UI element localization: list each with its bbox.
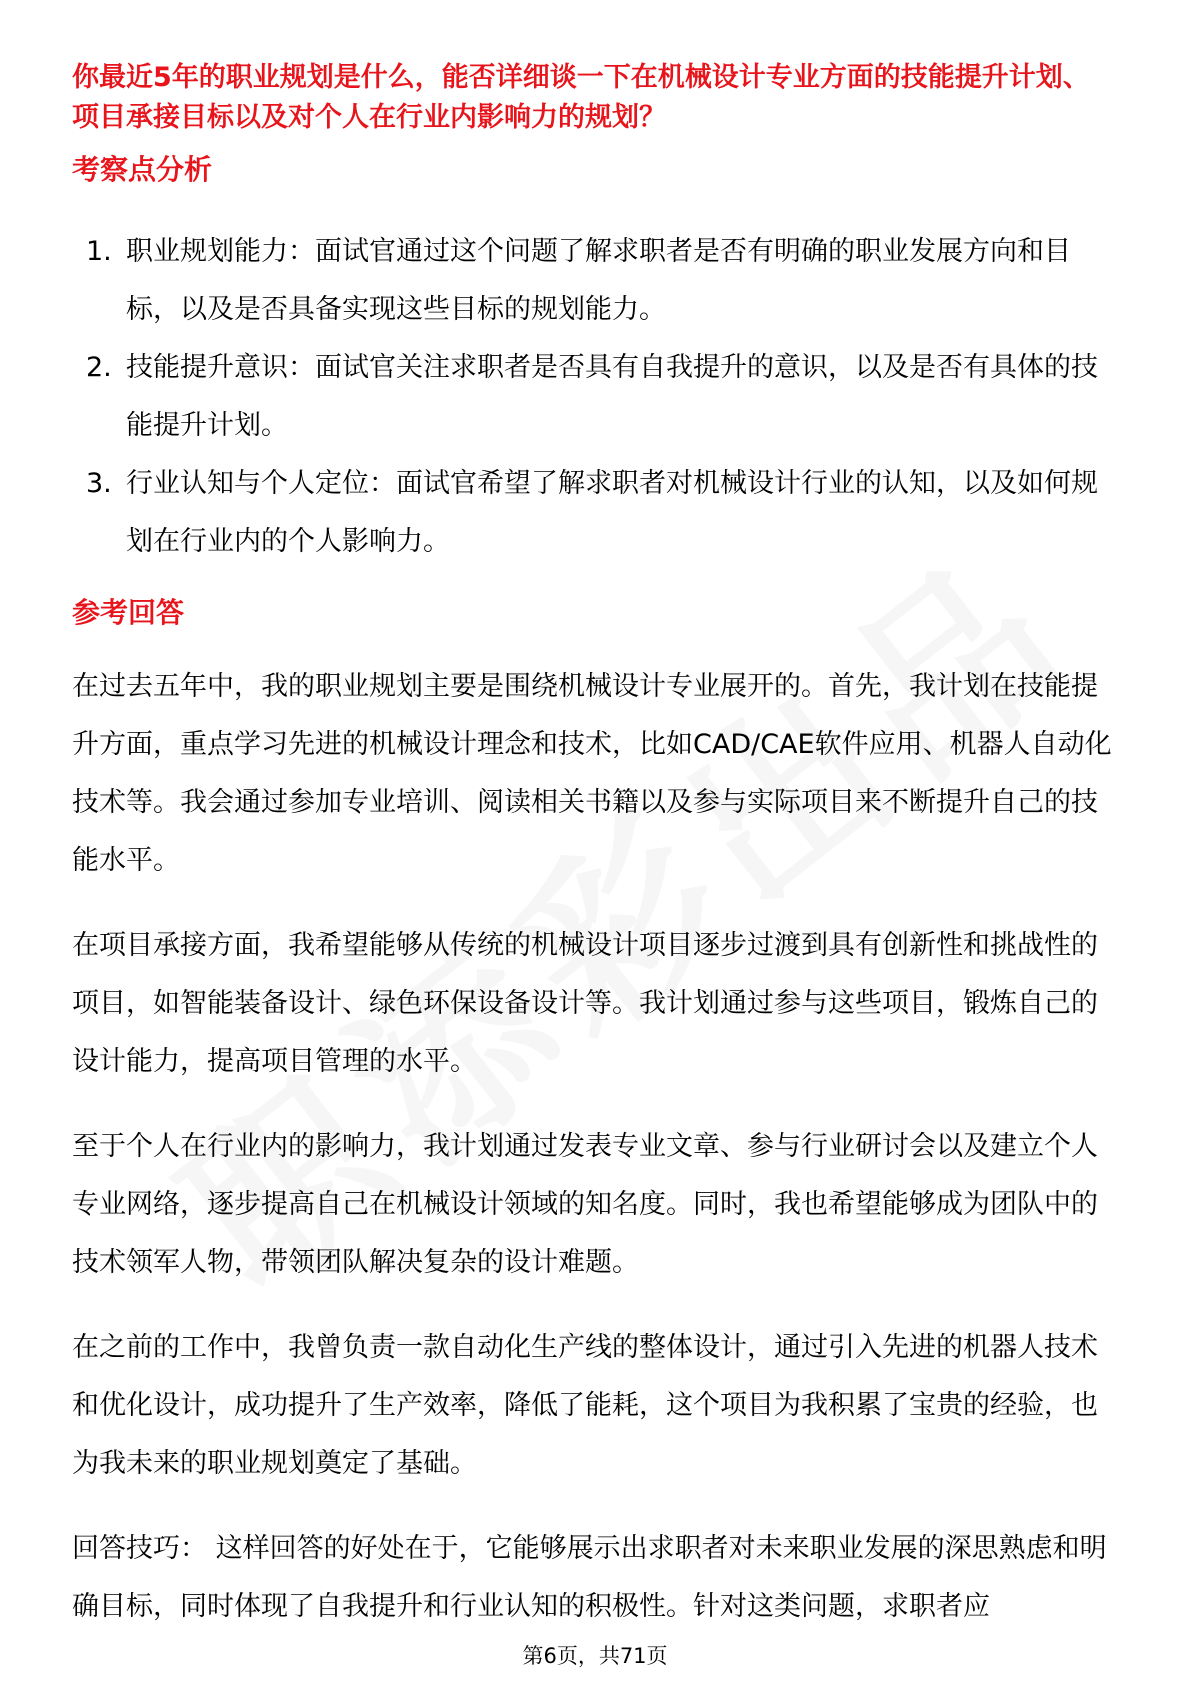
question-title: 你最近5年的职业规划是什么，能否详细谈一下在机械设计专业方面的技能提升计划、项目承接目标以及对个人在行业内影响力的规划？ [72,62,1090,133]
answer-paragraph: 在过去五年中，我的职业规划主要是围绕机械设计专业展开的。首先，我计划在技能提升方面，重点学习先进的机械设计理念和技术，比如CAD/CAE软件应用、机器人自动化技术等。我会通过参加专业培训、阅读相关书籍以及参与实际项目来不断提升自己的技能水平。 [72,671,1112,876]
answer-paragraph: 在项目承接方面，我希望能够从传统的机械设计项目逐步过渡到具有创新性和挑战性的项目，如智能装备设计、绿色环保设备设计等。我计划通过参与这些项目，锻炼自己的设计能力，提高项目管理的水平。 [72,930,1098,1077]
answer-tips-paragraph: 回答技巧： 这样回答的好处在于，它能够展示出求职者对未来职业发展的深思熟虑和明确目标，同时体现了自我提升和行业认知的积极性。针对这类问题，求职者应 [72,1533,1107,1622]
analysis-item-text: 职业规划能力：面试官通过这个问题了解求职者是否有明确的职业发展方向和目标，以及是否具备实现这些目标的规划能力。 [126,236,1071,325]
analysis-item-text: 行业认知与个人定位：面试官希望了解求职者对机械设计行业的认知，以及如何规划在行业内的个人影响力。 [126,468,1098,557]
answer-paragraph: 至于个人在行业内的影响力，我计划通过发表专业文章、参与行业研讨会以及建立个人专业网络，逐步提高自己在机械设计领域的知名度。同时，我也希望能够成为团队中的技术领军人物，带领团队解决复杂的设计难题。 [72,1131,1098,1278]
analysis-item [72,455,1112,571]
analysis-item-number: 1. [86,236,112,267]
analysis-item-number: 2. [86,352,112,383]
analysis-list [72,223,1112,571]
analysis-item [72,223,1112,339]
answer-paragraph: 在之前的工作中，我曾负责一款自动化生产线的整体设计，通过引入先进的机器人技术和优化设计，成功提升了生产效率，降低了能耗，这个项目为我积累了宝贵的经验，也为我未来的职业规划奠定了基础。 [72,1332,1098,1479]
analysis-item-text: 技能提升意识：面试官关注求职者是否具有自我提升的意识，以及是否有具体的技能提升计划。 [126,352,1098,441]
analysis-heading: 考察点分析 [72,153,213,186]
answer-heading: 参考回答 [72,596,185,629]
analysis-item [72,339,1112,455]
page-number: 第6页，共71页 [522,1644,668,1668]
analysis-item-number: 3. [86,468,112,499]
